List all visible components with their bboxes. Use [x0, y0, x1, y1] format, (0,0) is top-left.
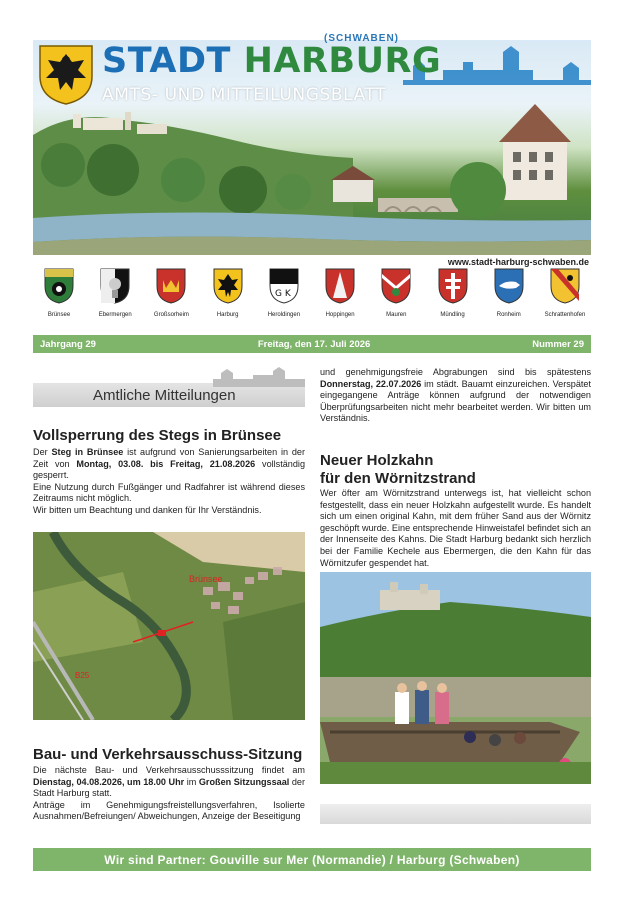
masthead-tag: (SCHWABEN) — [324, 33, 399, 44]
boat-photo — [320, 572, 591, 784]
masthead-subtitle: AMTS- UND MITTEILUNGSBLATT — [102, 85, 387, 105]
crest-label: Schrattenhofen — [544, 312, 586, 318]
crest-bruensee — [33, 268, 85, 328]
article2-continued: und genehmigungsfreie Abgrabungen sind bis spätestens Donnerstag, 22.07.2026 im städt. Bauamt einzureichen. Verspätet eingegangene Anträge können aufgrund der notwendigen Überprüfungsarbeiten nicht mehr bearbeitet werden. Wir bitten um Verständnis. — [320, 367, 591, 424]
masthead-title — [102, 41, 442, 81]
crest-schrattenhofen — [539, 268, 591, 328]
crest-label: Ronheim — [496, 312, 521, 318]
crest-hoppingen — [314, 268, 366, 328]
section-title: Amtliche Mitteilungen — [93, 387, 236, 404]
article3-heading-line1: Neuer Holzkahn — [320, 452, 434, 469]
aerial-map — [33, 532, 305, 720]
section-header-band — [33, 383, 305, 407]
crest-heroldingen — [258, 268, 310, 328]
decorative-strip — [320, 804, 591, 824]
district-crests-row — [33, 268, 591, 328]
article3-heading-line2: für den Wörnitzstrand — [320, 470, 476, 487]
bruensee-crest-icon — [44, 268, 74, 304]
article1-heading: Vollsperrung des Stegs in Brünsee — [33, 427, 282, 444]
crest-ebermergen — [89, 268, 141, 328]
masthead-title-harburg: HARBURG — [243, 41, 442, 81]
harburg-crest-icon — [213, 268, 243, 304]
schrattenhofen-crest-icon — [550, 268, 580, 304]
issue-date: Freitag, den 17. Juli 2026 — [257, 338, 371, 350]
crest-label: Heroldingen — [267, 312, 301, 318]
article2-heading: Bau- und Verkehrsausschuss-Sitzung — [33, 746, 303, 763]
hoppingen-crest-icon — [325, 268, 355, 304]
article3-body: Wer öfter am Wörnitzstrand unterwegs ist, hat vielleicht schon festgestellt, dass ein neuer Holzkahn aufgestellt wurde. Es handelt sich um einen original Kahn, mit dem früher Sand aus der Wörnitz geschöpft wurde. Eine entsprechende Hinweistafel befindet sich an der Innenseite des Kahns. Die Stadt Harburg bedankt sich herzlich bei der Familie Kechele aus Ebermergen, die den Kahn für das Wörnitzufer gespendet hat. — [320, 488, 591, 568]
crest-label: Hoppingen — [325, 312, 355, 318]
castle-silhouette-icon — [213, 367, 305, 387]
masthead-title-stadt: STADT — [102, 41, 231, 81]
crest-mauren — [370, 268, 422, 328]
article1-body: Der Steg in Brünsee ist aufgrund von Sanierungsarbeiten in der Zeit von Montag, 03.08. bis Freitag, 21.08.2026 vollständig gesperrt. Eine Nutzung durch Fußgänger und Radfahrer ist während dieses Zeitraums nicht möglich. Wir bitten um Beachtung und danken für Ihr Verständnis. — [33, 447, 305, 515]
issue-volume: Jahrgang 29 — [40, 338, 96, 350]
muendling-crest-icon — [438, 268, 468, 304]
ronheim-crest-icon — [494, 268, 524, 304]
article3-heading — [320, 452, 476, 488]
article2-body: Die nächste Bau- und Verkehrsausschusssitzung findet am Dienstag, 04.08.2026, um 18.00 Uhr im Großen Sitzungssaal der Stadt Harburg statt. Anträge im Genehmigungsfreistellungsverfahren, Isolierte Ausnahmen/Befreiungen/ Abweichungen, Anzeige der Beseitigung — [33, 765, 306, 822]
crest-grosssorheim — [145, 268, 197, 328]
crest-label: Großsorheim — [153, 312, 189, 318]
crest-harburg — [202, 268, 254, 328]
harburg-coat-of-arms — [38, 44, 94, 106]
crest-label: Mündling — [440, 312, 465, 318]
issue-info-bar — [33, 335, 591, 353]
website-link[interactable]: www.stadt-harburg-schwaben.de — [447, 257, 589, 267]
crest-label: Mauren — [386, 312, 407, 318]
crest-muendling — [427, 268, 479, 328]
issue-number: Nummer 29 — [532, 338, 584, 350]
crest-label: Brünsee — [47, 312, 71, 318]
heroldingen-crest-icon — [269, 268, 299, 304]
crest-ronheim — [483, 268, 535, 328]
map-label-road: B25 — [75, 671, 90, 680]
mauren-crest-icon — [381, 268, 411, 304]
svg-text:G K: G K — [274, 289, 291, 299]
partner-bar: Wir sind Partner: Gouville sur Mer (Normandie) / Harburg (Schwaben) — [33, 848, 591, 871]
crest-label: Harburg — [216, 312, 239, 318]
crest-label: Ebermergen — [98, 312, 132, 318]
map-label-village: Brünsee — [189, 574, 223, 584]
ebermergen-crest-icon — [100, 268, 130, 304]
grosssorheim-crest-icon — [156, 268, 186, 304]
